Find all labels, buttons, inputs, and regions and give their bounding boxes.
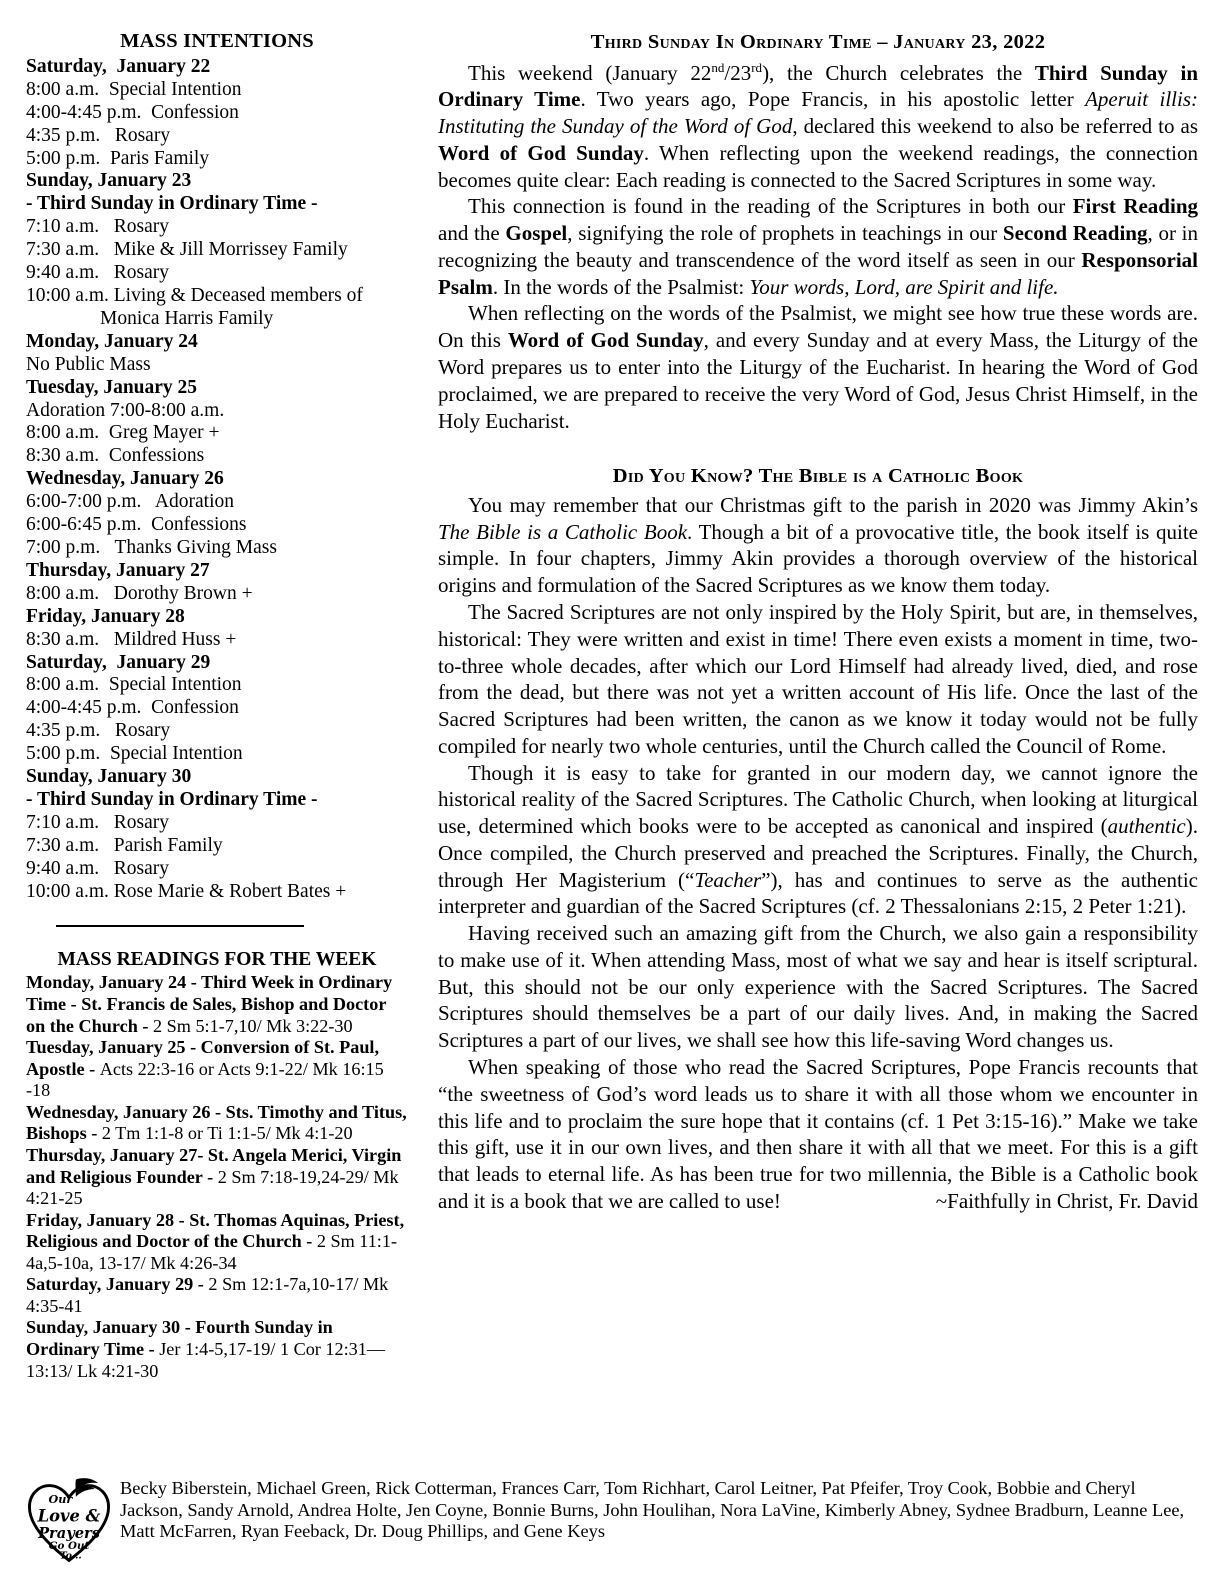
reading-citation: 2 Sm 12:1-7a,10-17/ Mk 4:35-41 [26,1274,389,1316]
mass-day-heading: - Third Sunday in Ordinary Time - [26,193,318,215]
svg-text:Go Out: Go Out [48,1540,90,1553]
reading-item [26,1274,408,1317]
reading-label: Wednesday, January 26 - Sts. Timothy and Titus, Bishops - [26,1101,407,1144]
mass-entry: 4:00-4:45 p.m. Confession [26,697,239,719]
paragraph-readings-connection [438,193,1198,300]
p1-text-6: . When reflecting upon the weekend readings, the connection becomes quite clear: Each reading is connected to the Sacred Scriptures in some way. [438,140,1198,192]
paragraph-word-of-god-sunday [438,60,1198,194]
reading-label: Tuesday, January 25 - Conversion of St. Paul, Apostle - [26,1037,380,1079]
p1-text-3: ), the Church celebrates the [762,60,1035,85]
p2-text-4: , or in recognizing the beauty and transcendence of the word itself as seen in our [438,221,1198,272]
p8-text: When speaking of those who read the Sacred Scriptures, Pope Francis recounts that “the sweetness of God’s word leads us to share it with all those whom we encounter in this life and to proclaim the sure hope that it contains (cf. 1 Pet 3:15-16).” Make we take this gift, use it in our own lives, and then share it with all that we meet. For this is a gift that leads to eternal life. As has been true for two millennia, the Bible is a Catholic book and it is a book that we are called to use! [438,1054,1198,1213]
p1-text-2: /23 [724,60,752,85]
mass-day-heading: Saturday, January 22 [26,55,211,77]
mass-entry: 10:00 a.m. Rose Marie & Robert Bates + [26,880,347,902]
reading-citation: Acts 22:3-16 or Acts 9:1-22/ Mk 16:15 -18 [26,1058,384,1101]
p1-italic-1: Aperuit illis: Instituting the Sunday of the Word of God [438,87,1198,139]
mass-entry: 8:00 a.m. Greg Mayer + [26,422,220,444]
p6-italic-2: Teacher [694,867,762,892]
p1-ordinal-2: rd [751,59,763,75]
p2-text-1: This connection is found in the reading of the Scriptures in both our [468,194,1073,219]
p6-text-2: ). Once compiled, the Church preserved and preached the Scriptures. Finally, the Church, through Her Magisterium (“ [438,814,1198,892]
reading-item [26,1317,408,1382]
reading-citation: 2 Tm 1:1-8 or Ti 1:1-5/ Mk 4:1-20 [101,1123,353,1144]
p1-text-5: , declared this weekend to also be referred to as [792,114,1199,139]
mass-day-heading: Monday, January 24 [26,330,198,352]
mass-entry: 6:00-7:00 p.m. Adoration [26,491,234,513]
mass-entry: 4:00-4:45 p.m. Confession [26,101,239,123]
left-column [26,30,424,1382]
mass-day-heading: Tuesday, January 25 [26,376,198,398]
p2-text-3: , signifying the role of prophets in teachings in our [567,221,1003,246]
p1-text-4: . Two years ago, Pope Francis, in his apostolic letter [580,87,1086,112]
mass-entry: 7:10 a.m. Rosary [26,216,169,238]
mass-entry: No Public Mass [26,353,151,375]
reading-item [26,1145,408,1210]
p4-text-2: . Though a bit of a provocative title, the book itself is quite simple. In four chapters, Jimmy Akin provides a thorough overview of the historical origins and formulation of the Sacred Scriptures as we know them today. [438,519,1198,598]
mass-day-heading: Sunday, January 30 [26,766,192,788]
mass-day-heading: Thursday, January 27 [26,559,210,581]
two-column-layout [26,30,1198,1450]
section-divider [56,925,304,927]
mass-entry: 9:40 a.m. Rosary [26,262,169,284]
mass-entry: Adoration 7:00-8:00 a.m. [26,399,225,421]
reading-item [26,1102,408,1145]
mass-day-heading: Sunday, January 23 [26,170,192,192]
did-you-know-heading: Did You Know? The Bible is a Catholic Book [612,465,1024,488]
svg-text:Our: Our [48,1492,73,1506]
reading-label: Saturday, January 29 - [26,1274,209,1295]
svg-text:Prayers: Prayers [38,1525,100,1543]
reading-item [26,1210,408,1275]
signature: ~Faithfully in Christ, Fr. David [935,1188,1198,1213]
mass-intentions-title: MASS INTENTIONS [120,30,314,52]
right-column [424,30,1198,1215]
mass-entry: 8:00 a.m. Dorothy Brown + [26,582,253,604]
mass-day-heading: Saturday, January 29 [26,651,211,673]
reading-citation: 2 Sm 5:1-7,10/ Mk 3:22-30 [153,1015,353,1036]
mass-entry-continuation: Monica Harris Family [100,307,274,329]
p4-italic-1: The Bible is a Catholic Book [438,519,688,544]
p2-bold-1: First Reading [1072,194,1198,219]
mass-day-heading: Friday, January 28 [26,605,185,627]
paragraph-canonical-inspired [438,760,1198,921]
p3-text-1: When reflecting on the words of the Psalmist, we might see how true these words are. On this [438,301,1198,353]
mass-entry: 7:10 a.m. Rosary [26,811,169,833]
p6-italic-1: authentic [1107,814,1186,839]
mass-entry: 10:00 a.m. Living & Deceased members of [26,285,363,307]
prayer-names-list: Becky Biberstein, Michael Green, Rick Cotterman, Frances Carr, Tom Richhart, Carol Leitner, Pat Pfeifer, Troy Cook, Bobbie and Cheryl Jackson, Sandy Arnold, Andrea Holte, Jen Coyne, Bonnie Burns, John Houlihan, Nora LaVine, Kimberly Abney, Sydnee Bradburn, Leanne Lee, Matt McFarren, Ryan Feeback, Dr. Doug Phillips, and Gene Keys [120,1478,1185,1542]
p3-text-2: , and every Sunday and at every Mass, the Liturgy of the Word prepares us to enter into the Liturgy of the Eucharist. In hearing the Word of God proclaimed, we are prepared to receive the very Word of God, Jesus Christ Himself, in the Holy Eucharist. [438,328,1198,433]
mass-readings-list [26,972,408,1382]
paragraph-responsibility: Having received such an amazing gift from the Church, we also gain a responsibility to make use of it. When attending Mass, most of what we say and hear is itself scriptural. But, this should not be our only experience with the Sacred Scriptures. The Sacred Scriptures should themselves be a part of our daily lives. And, in making the Sacred Scriptures a part of our lives, we shall see how this life-saving Word changes us. [438,921,1198,1053]
mass-entry: 5:00 p.m. Special Intention [26,743,243,765]
reading-label: Sunday, January 30 - Fourth Sunday in Ordinary Time - [26,1317,333,1360]
reading-citation: 2 Sm 7:18-19,24-29/ Mk 4:21-25 [26,1166,399,1209]
mass-entry: 5:00 p.m. Paris Family [26,147,210,169]
p1-ordinal-1: nd [711,59,725,75]
p2-text-5: . In the words of the Psalmist: [492,274,750,299]
p2-text-2: and the [438,221,506,246]
paragraph-pope-francis-quote [438,1054,1198,1215]
mass-entry: 8:00 a.m. Special Intention [26,78,242,100]
p2-bold-3: Second Reading [1002,221,1148,246]
p4-text-1: You may remember that our Christmas gift to the parish in 2020 was Jimmy Akin’s [468,492,1198,517]
mass-readings-title: MASS READINGS FOR THE WEEK [57,949,377,971]
svg-text:Love &: Love & [37,1506,101,1526]
svg-text:To...: To... [59,1550,82,1562]
mass-entry: 6:00-6:45 p.m. Confessions [26,514,247,536]
p6-text-1: Though it is easy to take for granted in our modern day, we cannot ignore the historical reality of the Sacred Scriptures. The Catholic Church, when looking at liturgical use, determined which books were to be accepted as canonical and inspired ( [438,760,1198,839]
p1-text-1: This weekend (January 22 [468,60,712,85]
mass-day-heading: - Third Sunday in Ordinary Time - [26,788,318,810]
mass-day-heading: Wednesday, January 26 [26,468,224,490]
reading-label: Thursday, January 27- St. Angela Merici, Virgin and Religious Founder - [26,1144,402,1187]
paragraph-historical-scriptures: The Sacred Scriptures are not only inspired by the Holy Spirit, but are, in themselves, historical: They were written and exist in time! There even exists a moment in time, two-to-three whole decades, after which our Lord Himself had already lived, died, and rose from the dead, but there was not yet a written account of His life. Once the last of the Sacred Scriptures had been written, the canon as we know it today would not be fully compiled for nearly two whole centuries, until the Church called the Council of Rome. [438,599,1198,758]
p1-bold-1: Third Sunday in Ordinary Time [438,60,1198,112]
p2-bold-4: Responsorial Psalm [438,247,1198,299]
p2-italic-1: Your words, Lord, are Spirit and life. [749,274,1059,299]
main-heading: Third Sunday In Ordinary Time – January 23, 2022 [590,31,1046,53]
paragraph-liturgy-of-word [438,300,1198,434]
mass-entry: 8:00 a.m. Special Intention [26,674,242,696]
mass-entry: 8:30 a.m. Confessions [26,445,205,467]
mass-intentions-list [26,56,408,904]
p3-bold-1: Word of God Sunday [507,328,704,353]
mass-entry: 8:30 a.m. Mildred Huss + [26,628,237,650]
p2-bold-2: Gospel [505,221,568,246]
mass-entry: 9:40 a.m. Rosary [26,857,169,879]
reading-citation: Jer 1:4-5,17-19/ 1 Cor 12:31—13:13/ Lk 4:21-30 [26,1339,386,1381]
reading-item [26,1037,408,1102]
mass-entry: 4:35 p.m. Rosary [26,720,171,742]
prayer-footer [26,1472,1198,1566]
mass-entry: 7:30 a.m. Mike & Jill Morrissey Family [26,239,348,261]
reading-citation: 2 Sm 11:1-4a,5-10a, 13-17/ Mk 4:26-34 [26,1231,398,1273]
p1-bold-2: Word of God Sunday [438,140,644,165]
mass-entry: 4:35 p.m. Rosary [26,124,171,146]
p6-text-3: ”), has and continues to serve as the authentic interpreter and guardian of the Sacred Scriptures (cf. 2 Thessalonians 2:15, 2 Peter 1:21). [438,867,1198,919]
love-and-prayers-logo [26,1474,112,1566]
reading-label: Monday, January 24 - Third Week in Ordinary Time - St. Francis de Sales, Bishop and Doctor on the Church - [26,972,393,1036]
mass-entry: 7:00 p.m. Thanks Giving Mass [26,536,277,558]
reading-item [26,972,408,1037]
reading-label: Friday, January 28 - St. Thomas Aquinas, Priest, Religious and Doctor of the Church - [26,1209,405,1252]
mass-entry: 7:30 a.m. Parish Family [26,834,223,856]
paragraph-christmas-gift [438,492,1198,599]
